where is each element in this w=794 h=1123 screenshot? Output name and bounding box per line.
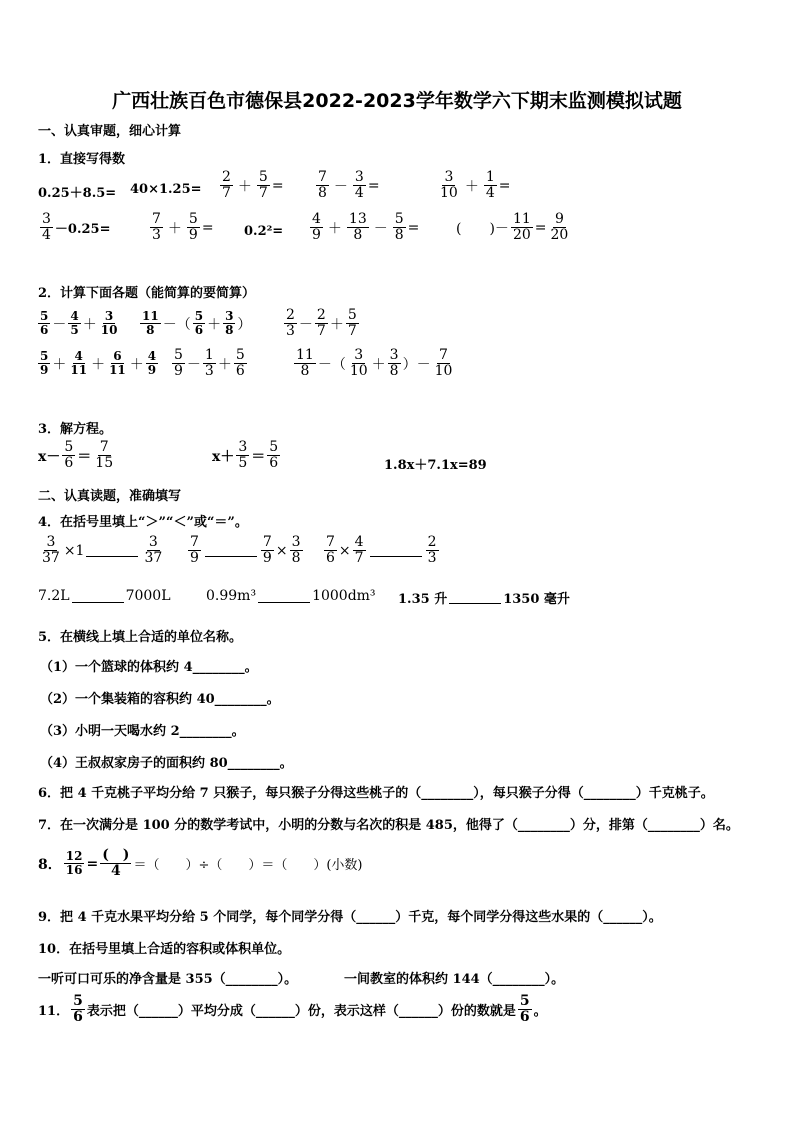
q1-item-6: $\frac{3}{4}$ －0.25= [42,211,111,244]
section-2-heading: 二、认真读题，准确填写 [38,489,182,504]
q1-item-5: $\frac{3}{10}$ ＋ $\frac{1}{4}$ = [440,169,511,202]
q3-eq-3: 1.8x＋7.1x=89 [384,458,487,473]
q10-heading: 10．在括号里填上合适的容积或体积单位。 [38,942,291,957]
q6-text: 6．把 4 千克桃子平均分给 7 只猴子，每只猴子分得这些桃子的（________），每只猴子分得（________）千克桃子。 [38,786,714,801]
q1-item-1: 0.25＋8.5= [38,186,117,201]
q2-item-4: $\frac{5}{9}$ ＋ $\frac{4}{11}$ ＋ $\frac{6}{11}$ ＋ $\frac{4}{9}$ [40,349,157,378]
q1-item-4: $\frac{7}{8}$ － $\frac{3}{4}$ = [318,169,380,202]
q4-item-4: 7.2L 7000L [38,588,171,604]
q3-eq-2: x＋ $\frac{3}{5}$ ＝ $\frac{5}{6}$ [212,439,279,472]
q4-item-3: $\frac{7}{6}$ × $\frac{4}{7}$ $\frac{2}{3}$ [326,534,437,567]
q3-heading: 3．解方程。 [38,422,113,437]
q9-text: 9．把 4 千克水果平均分给 5 个同学，每个同学分得（______）千克，每个同学分得这些水果的（______）。 [38,910,662,925]
q1-heading: 1．直接写得数 [38,152,126,167]
q2-item-2: $\frac{11}{8}$ －（ $\frac{5}{6}$ ＋ $\frac{3}{8}$ ） [142,309,252,338]
q2-item-1: $\frac{5}{6}$ － $\frac{4}{5}$ ＋ $\frac{3}{10}$ [40,309,118,338]
q5-item-3: （3）小明一天喝水约 2________。 [40,724,245,739]
q1-item-10: ( )－ $\frac{11}{20}$ = $\frac{9}{20}$ [456,211,569,244]
q4-heading: 4．在括号里填上“＞”“＜”或“＝”。 [38,515,248,530]
page-title: 广西壮族百色市德保县2022-2023学年数学六下期末监测模拟试题 [112,90,682,112]
q4-item-5: 0.99m³ 1000dm³ [206,588,376,604]
q1-item-8: 0.2²= [244,224,284,239]
q10-item-a: 一听可口可乐的净含量是 355（________）。 [38,972,298,987]
section-1-heading: 一、认真审题，细心计算 [38,124,182,139]
q10-item-b: 一间教室的体积约 144（________）。 [344,972,565,987]
q1-item-2: 40×1.25= [130,182,202,197]
q7-text: 7．在一次满分是 100 分的数学考试中，小明的分数与名次的积是 485，他得了（________）分，排第（________）名。 [38,818,739,833]
q1-item-3: $\frac{2}{7}$ ＋ $\frac{5}{7}$ = [222,169,284,202]
q4-item-2: $\frac{7}{9}$ $\frac{7}{9}$ × $\frac{3}{8}$ [190,534,301,567]
q1-item-7: $\frac{7}{3}$ ＋ $\frac{5}{9}$ = [152,211,214,244]
q2-item-3: $\frac{2}{3}$ － $\frac{2}{7}$ ＋ $\frac{5}{7}$ [286,307,357,340]
q11-line: 11． $\frac{5}{6}$ 表示把（______）平均分成（______）份，表示这样（______）份的数就是 $\frac{5}{6}$ 。 [38,993,547,1026]
q5-item-1: （1）一个篮球的体积约 4________。 [40,660,258,675]
q4-item-1: $\frac{3}{37}$ ×1 $\frac{3}{37}$ [42,534,163,567]
q5-item-2: （2）一个集装箱的容积约 40________。 [40,692,280,707]
q5-item-4: （4）王叔叔家房子的面积约 80________。 [40,756,293,771]
q5-heading: 5．在横线上填上合适的单位名称。 [38,630,243,645]
q1-item-9: $\frac{4}{9}$ ＋ $\frac{13}{8}$ － $\frac{5}{8}$ = [312,211,420,244]
q2-item-5: $\frac{5}{9}$ － $\frac{1}{3}$ ＋ $\frac{5}{6}$ [174,347,245,380]
q4-item-6: 1.35 升 1350 毫升 [398,592,570,607]
q3-eq-1: x－ $\frac{5}{6}$ ＝ $\frac{7}{15}$ [38,439,114,472]
q2-heading: 2．计算下面各题（能简算的要简算） [38,286,256,301]
q8-line: 8． $\frac{12}{16}$ = $\frac{( )}{4}$ ＝（ ）÷（ ）＝（ ）(小数) [38,847,363,880]
q2-item-6: $\frac{11}{8}$ －（ $\frac{3}{10}$ ＋ $\frac{3}{8}$ ）－ $\frac{7}{10}$ [296,347,453,380]
